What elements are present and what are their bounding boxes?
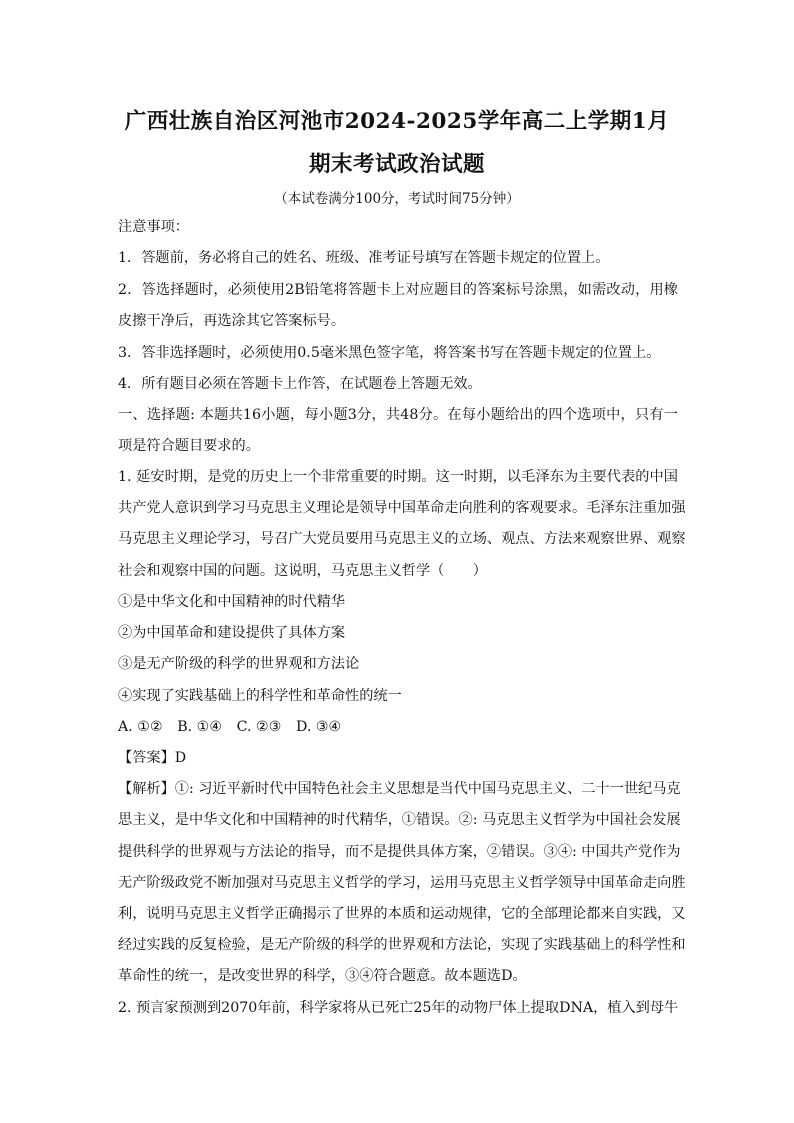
q1-choice-b: B. ①④ xyxy=(177,719,223,735)
section-heading: 一、选择题: 本题共16小题，每小题3分，共48分。在每小题给出的四个选项中，只有一 xyxy=(118,407,678,423)
notice-item-2: 2．答选择题时，必须使用2B铅笔将答题卡上对应题目的答案标号涂黑，如需改动，用橡 xyxy=(118,282,678,298)
q1-analysis-line-3: 提供科学的世界观与方法论的指导，而不是提供具体方案，②错误。③④: 中国共产党作为 xyxy=(118,844,681,860)
q1-option-1: ①是中华文化和中国精神的时代精华 xyxy=(118,594,346,610)
title-line-2: 期末考试政治试题 xyxy=(308,152,485,177)
notice-item-4: 4．所有题目必须在答题卡上作答，在试题卷上答题无效。 xyxy=(118,376,482,392)
section-heading-cont: 项是符合题目要求的。 xyxy=(118,438,260,454)
q1-option-3: ③是无产阶级的科学的世界观和方法论 xyxy=(118,656,360,672)
q1-answer: 【答案】D xyxy=(118,750,187,766)
q1-choices xyxy=(118,717,678,737)
notice-item-1: 1．答题前，务必将自己的姓名、班级、准考证号填写在答题卡规定的位置上。 xyxy=(118,250,610,266)
q1-analysis-line-1: 【解析】①: 习近平新时代中国特色社会主义思想是当代中国马克思主义、二十一世纪马克 xyxy=(118,781,681,797)
q1-option-2: ②为中国革命和建设提供了具体方案 xyxy=(118,625,346,641)
q1-analysis-line-2: 思主义，是中华文化和中国精神的时代精华，①错误。②: 马克思主义哲学为中国社会发展 xyxy=(118,812,681,828)
q1-choice-d: D. ③④ xyxy=(295,719,342,735)
notice-item-2-cont: 皮擦干净后，再选涂其它答案标号。 xyxy=(118,313,346,329)
q1-stem-line-2: 共产党人意识到学习马克思主义理论是领导中国革命走向胜利的客观要求。毛泽东注重加强 xyxy=(118,500,686,516)
q1-stem-line-4: 社会和观察中国的问题。这说明，马克思主义哲学（ ） xyxy=(118,563,487,579)
q2-stem-line-1: 2. 预言家预测到2070年前，科学家将从已死亡25年的动物尸体上提取DNA，植入到母牛 xyxy=(118,1000,679,1016)
notice-heading: 注意事项： xyxy=(118,219,189,235)
q1-choice-c: C. ②③ xyxy=(236,719,282,735)
notice-item-3: 3．答非选择题时，必须使用0.5毫米黑色签字笔，将答案书写在答题卡规定的位置上。 xyxy=(118,345,661,361)
q1-option-4: ④实现了实践基础上的科学性和革命性的统一 xyxy=(118,688,402,704)
q1-analysis-line-6: 经过实践的反复检验，是无产阶级的科学的世界观和方法论，实现了实践基础上的科学性和 xyxy=(118,937,686,953)
q1-choice-a: A. ①② xyxy=(118,719,163,735)
q1-analysis-line-4: 无产阶级政党不断加强对马克思主义哲学的学习，运用马克思主义哲学领导中国革命走向胜 xyxy=(118,875,686,891)
title-line-1: 广西壮族自治区河池市2024-2025学年高二上学期1月 xyxy=(124,109,670,134)
exam-info-subtitle: （本试卷满分100分，考试时间75分钟） xyxy=(274,191,520,207)
q1-analysis-line-7: 革命性的统一，是改变世界的科学，③④符合题意。故本题选D。 xyxy=(118,968,527,984)
q1-stem-line-3: 马克思主义理论学习，号召广大党员要用马克思主义的立场、观点、方法来观察世界、观察 xyxy=(118,531,686,547)
q1-analysis-line-5: 利，说明马克思主义哲学正确揭示了世界的本质和运动规律，它的全部理论都来自实践，又 xyxy=(118,906,686,922)
q1-stem-line-1: 1. 延安时期，是党的历史上一个非常重要的时期。这一时期，以毛泽东为主要代表的中国 xyxy=(118,469,678,485)
